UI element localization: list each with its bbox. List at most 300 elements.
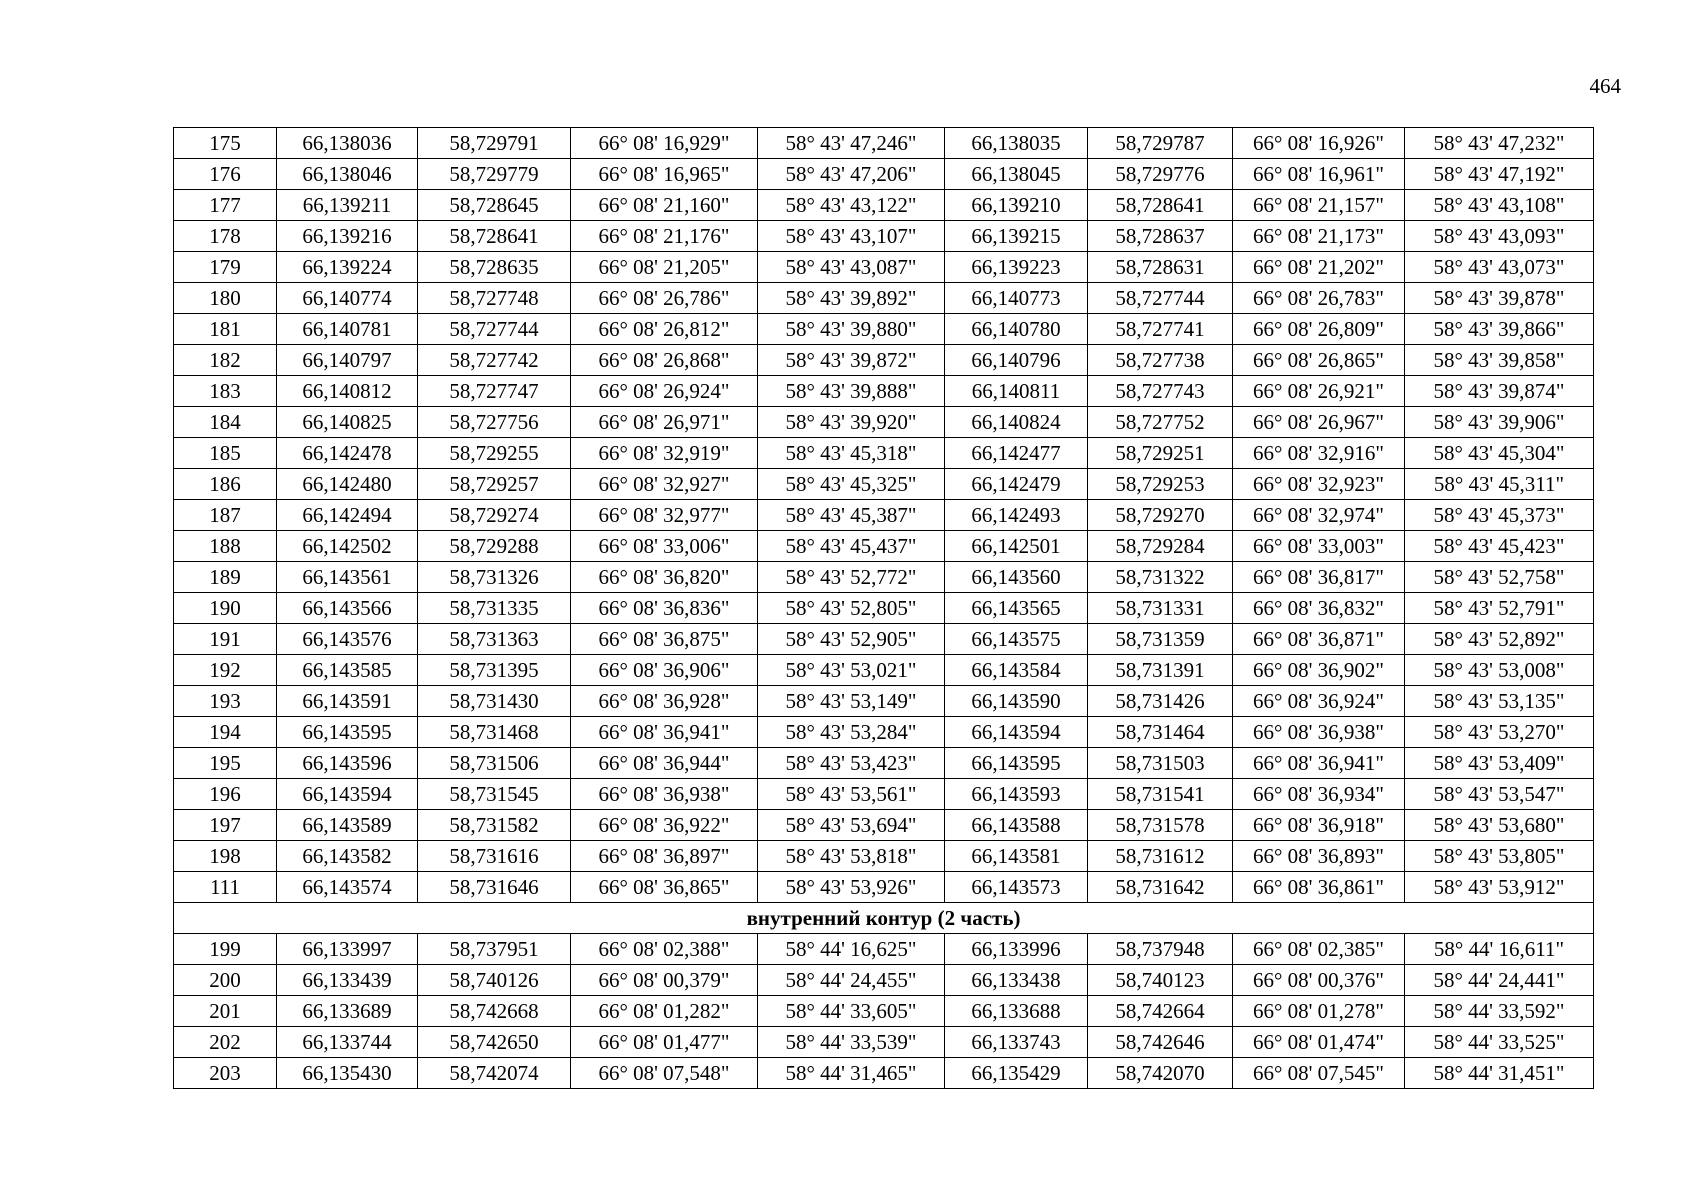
longitude-dms-alt-cell: 58° 43' 39,874" (1405, 376, 1594, 407)
latitude-dms-cell: 66° 08' 32,927" (571, 469, 758, 500)
latitude-decimal-alt-cell: 66,140796 (945, 345, 1088, 376)
longitude-decimal-cell: 58,728641 (418, 221, 571, 252)
latitude-decimal-alt-cell: 66,140811 (945, 376, 1088, 407)
longitude-decimal-cell: 58,742650 (418, 1027, 571, 1058)
longitude-decimal-alt-cell: 58,728631 (1088, 252, 1233, 283)
table-row (174, 314, 1594, 345)
longitude-decimal-cell: 58,740126 (418, 965, 571, 996)
longitude-dms-alt-cell: 58° 43' 53,680" (1405, 810, 1594, 841)
latitude-decimal-alt-cell: 66,142477 (945, 438, 1088, 469)
latitude-decimal-cell: 66,133689 (277, 996, 418, 1027)
longitude-decimal-cell: 58,731363 (418, 624, 571, 655)
latitude-dms-alt-cell: 66° 08' 36,871" (1233, 624, 1405, 655)
longitude-dms-alt-cell: 58° 44' 33,592" (1405, 996, 1594, 1027)
longitude-decimal-cell: 58,731335 (418, 593, 571, 624)
latitude-dms-alt-cell: 66° 08' 01,278" (1233, 996, 1405, 1027)
longitude-decimal-alt-cell: 58,731503 (1088, 748, 1233, 779)
point-number-cell: 191 (174, 624, 277, 655)
longitude-dms-cell: 58° 43' 45,387" (758, 500, 945, 531)
point-number-cell: 188 (174, 531, 277, 562)
latitude-dms-alt-cell: 66° 08' 36,861" (1233, 872, 1405, 903)
longitude-decimal-alt-cell: 58,729776 (1088, 159, 1233, 190)
latitude-dms-cell: 66° 08' 21,160" (571, 190, 758, 221)
longitude-dms-cell: 58° 43' 45,437" (758, 531, 945, 562)
latitude-dms-alt-cell: 66° 08' 26,921" (1233, 376, 1405, 407)
latitude-dms-alt-cell: 66° 08' 36,941" (1233, 748, 1405, 779)
point-number-cell: 202 (174, 1027, 277, 1058)
latitude-dms-alt-cell: 66° 08' 36,934" (1233, 779, 1405, 810)
longitude-decimal-cell: 58,729288 (418, 531, 571, 562)
latitude-decimal-alt-cell: 66,138035 (945, 128, 1088, 159)
table-row (174, 686, 1594, 717)
latitude-decimal-cell: 66,143576 (277, 624, 418, 655)
latitude-decimal-cell: 66,143561 (277, 562, 418, 593)
point-number-cell: 189 (174, 562, 277, 593)
latitude-dms-cell: 66° 08' 01,477" (571, 1027, 758, 1058)
latitude-dms-cell: 66° 08' 36,865" (571, 872, 758, 903)
latitude-dms-alt-cell: 66° 08' 32,923" (1233, 469, 1405, 500)
longitude-decimal-alt-cell: 58,731391 (1088, 655, 1233, 686)
point-number-cell: 186 (174, 469, 277, 500)
latitude-decimal-alt-cell: 66,142479 (945, 469, 1088, 500)
longitude-decimal-alt-cell: 58,737948 (1088, 934, 1233, 965)
longitude-dms-alt-cell: 58° 44' 33,525" (1405, 1027, 1594, 1058)
longitude-decimal-alt-cell: 58,727744 (1088, 283, 1233, 314)
latitude-decimal-alt-cell: 66,133743 (945, 1027, 1088, 1058)
latitude-decimal-alt-cell: 66,135429 (945, 1058, 1088, 1089)
longitude-decimal-alt-cell: 58,731612 (1088, 841, 1233, 872)
table-row (174, 376, 1594, 407)
latitude-dms-alt-cell: 66° 08' 00,376" (1233, 965, 1405, 996)
longitude-dms-cell: 58° 43' 53,694" (758, 810, 945, 841)
longitude-decimal-cell: 58,731646 (418, 872, 571, 903)
latitude-decimal-cell: 66,133744 (277, 1027, 418, 1058)
table-row (174, 252, 1594, 283)
latitude-decimal-cell: 66,142494 (277, 500, 418, 531)
longitude-decimal-alt-cell: 58,727738 (1088, 345, 1233, 376)
latitude-decimal-alt-cell: 66,133688 (945, 996, 1088, 1027)
table-row (174, 407, 1594, 438)
latitude-dms-cell: 66° 08' 01,282" (571, 996, 758, 1027)
latitude-dms-cell: 66° 08' 07,548" (571, 1058, 758, 1089)
longitude-decimal-alt-cell: 58,729270 (1088, 500, 1233, 531)
point-number-cell: 175 (174, 128, 277, 159)
point-number-cell: 194 (174, 717, 277, 748)
longitude-decimal-cell: 58,731545 (418, 779, 571, 810)
latitude-decimal-cell: 66,143574 (277, 872, 418, 903)
longitude-dms-cell: 58° 43' 39,892" (758, 283, 945, 314)
point-number-cell: 176 (174, 159, 277, 190)
longitude-dms-alt-cell: 58° 43' 53,805" (1405, 841, 1594, 872)
longitude-decimal-alt-cell: 58,742664 (1088, 996, 1233, 1027)
latitude-decimal-alt-cell: 66,143594 (945, 717, 1088, 748)
longitude-dms-alt-cell: 58° 43' 53,547" (1405, 779, 1594, 810)
latitude-dms-alt-cell: 66° 08' 36,902" (1233, 655, 1405, 686)
latitude-decimal-cell: 66,143595 (277, 717, 418, 748)
latitude-dms-cell: 66° 08' 26,786" (571, 283, 758, 314)
longitude-dms-cell: 58° 43' 52,805" (758, 593, 945, 624)
longitude-decimal-alt-cell: 58,731541 (1088, 779, 1233, 810)
latitude-dms-alt-cell: 66° 08' 21,202" (1233, 252, 1405, 283)
longitude-decimal-cell: 58,737951 (418, 934, 571, 965)
longitude-dms-alt-cell: 58° 43' 39,878" (1405, 283, 1594, 314)
point-number-cell: 183 (174, 376, 277, 407)
table-row (174, 996, 1594, 1027)
point-number-cell: 192 (174, 655, 277, 686)
point-number-cell: 193 (174, 686, 277, 717)
latitude-dms-cell: 66° 08' 36,928" (571, 686, 758, 717)
latitude-decimal-alt-cell: 66,138045 (945, 159, 1088, 190)
latitude-dms-alt-cell: 66° 08' 16,926" (1233, 128, 1405, 159)
longitude-decimal-alt-cell: 58,729251 (1088, 438, 1233, 469)
longitude-dms-cell: 58° 43' 39,880" (758, 314, 945, 345)
latitude-dms-cell: 66° 08' 16,965" (571, 159, 758, 190)
latitude-decimal-cell: 66,143585 (277, 655, 418, 686)
longitude-decimal-cell: 58,731582 (418, 810, 571, 841)
latitude-dms-cell: 66° 08' 26,868" (571, 345, 758, 376)
table-row (174, 221, 1594, 252)
table-row (174, 500, 1594, 531)
longitude-dms-cell: 58° 44' 31,465" (758, 1058, 945, 1089)
latitude-decimal-alt-cell: 66,133438 (945, 965, 1088, 996)
latitude-decimal-alt-cell: 66,143595 (945, 748, 1088, 779)
latitude-dms-cell: 66° 08' 32,919" (571, 438, 758, 469)
longitude-dms-cell: 58° 43' 53,284" (758, 717, 945, 748)
longitude-decimal-cell: 58,742668 (418, 996, 571, 1027)
longitude-dms-cell: 58° 43' 47,246" (758, 128, 945, 159)
latitude-dms-alt-cell: 66° 08' 32,974" (1233, 500, 1405, 531)
latitude-dms-alt-cell: 66° 08' 02,385" (1233, 934, 1405, 965)
latitude-dms-cell: 66° 08' 36,875" (571, 624, 758, 655)
latitude-decimal-cell: 66,133439 (277, 965, 418, 996)
table-row (174, 1027, 1594, 1058)
latitude-dms-alt-cell: 66° 08' 36,938" (1233, 717, 1405, 748)
longitude-decimal-cell: 58,728645 (418, 190, 571, 221)
longitude-dms-cell: 58° 43' 52,772" (758, 562, 945, 593)
longitude-dms-alt-cell: 58° 43' 52,758" (1405, 562, 1594, 593)
latitude-dms-alt-cell: 66° 08' 21,173" (1233, 221, 1405, 252)
latitude-dms-cell: 66° 08' 36,820" (571, 562, 758, 593)
latitude-decimal-alt-cell: 66,143573 (945, 872, 1088, 903)
latitude-decimal-alt-cell: 66,139215 (945, 221, 1088, 252)
latitude-decimal-cell: 66,142478 (277, 438, 418, 469)
table-row (174, 531, 1594, 562)
latitude-decimal-cell: 66,143596 (277, 748, 418, 779)
latitude-dms-cell: 66° 08' 36,944" (571, 748, 758, 779)
longitude-decimal-alt-cell: 58,731359 (1088, 624, 1233, 655)
latitude-decimal-alt-cell: 66,142501 (945, 531, 1088, 562)
longitude-decimal-alt-cell: 58,731464 (1088, 717, 1233, 748)
latitude-decimal-cell: 66,140797 (277, 345, 418, 376)
longitude-decimal-alt-cell: 58,731426 (1088, 686, 1233, 717)
latitude-decimal-alt-cell: 66,139223 (945, 252, 1088, 283)
latitude-decimal-cell: 66,142502 (277, 531, 418, 562)
latitude-dms-cell: 66° 08' 26,924" (571, 376, 758, 407)
latitude-decimal-alt-cell: 66,143588 (945, 810, 1088, 841)
longitude-decimal-cell: 58,727744 (418, 314, 571, 345)
latitude-decimal-alt-cell: 66,143581 (945, 841, 1088, 872)
point-number-cell: 180 (174, 283, 277, 314)
table-row (174, 748, 1594, 779)
latitude-decimal-alt-cell: 66,139210 (945, 190, 1088, 221)
point-number-cell: 178 (174, 221, 277, 252)
longitude-dms-alt-cell: 58° 43' 47,232" (1405, 128, 1594, 159)
latitude-decimal-alt-cell: 66,140773 (945, 283, 1088, 314)
longitude-decimal-alt-cell: 58,731642 (1088, 872, 1233, 903)
table-row (174, 934, 1594, 965)
longitude-dms-cell: 58° 44' 24,455" (758, 965, 945, 996)
longitude-decimal-alt-cell: 58,727743 (1088, 376, 1233, 407)
point-number-cell: 185 (174, 438, 277, 469)
longitude-dms-alt-cell: 58° 43' 52,791" (1405, 593, 1594, 624)
longitude-decimal-alt-cell: 58,742070 (1088, 1058, 1233, 1089)
point-number-cell: 203 (174, 1058, 277, 1089)
table-row (174, 841, 1594, 872)
latitude-dms-cell: 66° 08' 36,906" (571, 655, 758, 686)
longitude-dms-alt-cell: 58° 43' 52,892" (1405, 624, 1594, 655)
longitude-decimal-alt-cell: 58,740123 (1088, 965, 1233, 996)
latitude-decimal-cell: 66,138036 (277, 128, 418, 159)
latitude-decimal-alt-cell: 66,143575 (945, 624, 1088, 655)
latitude-decimal-cell: 66,143591 (277, 686, 418, 717)
latitude-dms-cell: 66° 08' 36,897" (571, 841, 758, 872)
longitude-dms-cell: 58° 43' 39,872" (758, 345, 945, 376)
table-row (174, 469, 1594, 500)
longitude-decimal-alt-cell: 58,742646 (1088, 1027, 1233, 1058)
latitude-dms-cell: 66° 08' 21,176" (571, 221, 758, 252)
point-number-cell: 181 (174, 314, 277, 345)
latitude-dms-cell: 66° 08' 36,922" (571, 810, 758, 841)
longitude-decimal-cell: 58,731326 (418, 562, 571, 593)
longitude-dms-cell: 58° 43' 43,107" (758, 221, 945, 252)
longitude-dms-cell: 58° 43' 53,818" (758, 841, 945, 872)
latitude-decimal-alt-cell: 66,143584 (945, 655, 1088, 686)
page-number: 464 (1589, 74, 1621, 98)
longitude-dms-alt-cell: 58° 43' 45,311" (1405, 469, 1594, 500)
longitude-dms-cell: 58° 43' 53,021" (758, 655, 945, 686)
longitude-dms-alt-cell: 58° 44' 16,611" (1405, 934, 1594, 965)
point-number-cell: 200 (174, 965, 277, 996)
longitude-decimal-alt-cell: 58,729253 (1088, 469, 1233, 500)
table-row (174, 283, 1594, 314)
latitude-dms-alt-cell: 66° 08' 36,918" (1233, 810, 1405, 841)
longitude-dms-cell: 58° 43' 52,905" (758, 624, 945, 655)
point-number-cell: 187 (174, 500, 277, 531)
point-number-cell: 195 (174, 748, 277, 779)
latitude-dms-alt-cell: 66° 08' 36,817" (1233, 562, 1405, 593)
point-number-cell: 179 (174, 252, 277, 283)
longitude-dms-alt-cell: 58° 43' 45,373" (1405, 500, 1594, 531)
latitude-decimal-cell: 66,143566 (277, 593, 418, 624)
latitude-dms-cell: 66° 08' 36,938" (571, 779, 758, 810)
latitude-decimal-cell: 66,133997 (277, 934, 418, 965)
longitude-decimal-cell: 58,731395 (418, 655, 571, 686)
table-row (174, 810, 1594, 841)
latitude-decimal-cell: 66,143589 (277, 810, 418, 841)
longitude-decimal-cell: 58,731468 (418, 717, 571, 748)
latitude-dms-cell: 66° 08' 21,205" (571, 252, 758, 283)
longitude-decimal-alt-cell: 58,731331 (1088, 593, 1233, 624)
longitude-dms-alt-cell: 58° 43' 45,423" (1405, 531, 1594, 562)
latitude-dms-alt-cell: 66° 08' 36,832" (1233, 593, 1405, 624)
latitude-decimal-alt-cell: 66,143560 (945, 562, 1088, 593)
latitude-decimal-cell: 66,139224 (277, 252, 418, 283)
table-row (174, 345, 1594, 376)
longitude-dms-alt-cell: 58° 44' 31,451" (1405, 1058, 1594, 1089)
longitude-decimal-cell: 58,729274 (418, 500, 571, 531)
longitude-dms-cell: 58° 43' 45,325" (758, 469, 945, 500)
longitude-dms-cell: 58° 43' 39,920" (758, 407, 945, 438)
latitude-dms-alt-cell: 66° 08' 07,545" (1233, 1058, 1405, 1089)
point-number-cell: 198 (174, 841, 277, 872)
point-number-cell: 182 (174, 345, 277, 376)
latitude-dms-alt-cell: 66° 08' 21,157" (1233, 190, 1405, 221)
coordinates-table-body (174, 128, 1594, 1089)
point-number-cell: 196 (174, 779, 277, 810)
latitude-decimal-cell: 66,142480 (277, 469, 418, 500)
latitude-decimal-cell: 66,138046 (277, 159, 418, 190)
longitude-decimal-alt-cell: 58,731578 (1088, 810, 1233, 841)
longitude-dms-cell: 58° 43' 39,888" (758, 376, 945, 407)
latitude-dms-alt-cell: 66° 08' 36,924" (1233, 686, 1405, 717)
table-row (174, 562, 1594, 593)
table-row (174, 624, 1594, 655)
longitude-decimal-cell: 58,729255 (418, 438, 571, 469)
table-row (174, 872, 1594, 903)
longitude-dms-cell: 58° 44' 33,539" (758, 1027, 945, 1058)
latitude-dms-cell: 66° 08' 33,006" (571, 531, 758, 562)
point-number-cell: 177 (174, 190, 277, 221)
latitude-decimal-cell: 66,139216 (277, 221, 418, 252)
longitude-dms-alt-cell: 58° 43' 43,073" (1405, 252, 1594, 283)
latitude-decimal-cell: 66,143582 (277, 841, 418, 872)
latitude-dms-alt-cell: 66° 08' 26,809" (1233, 314, 1405, 345)
latitude-dms-alt-cell: 66° 08' 16,961" (1233, 159, 1405, 190)
longitude-dms-alt-cell: 58° 43' 39,866" (1405, 314, 1594, 345)
longitude-dms-cell: 58° 43' 53,149" (758, 686, 945, 717)
latitude-dms-cell: 66° 08' 26,812" (571, 314, 758, 345)
longitude-dms-alt-cell: 58° 43' 53,008" (1405, 655, 1594, 686)
latitude-dms-cell: 66° 08' 02,388" (571, 934, 758, 965)
table-row (174, 717, 1594, 748)
table-row (174, 655, 1594, 686)
longitude-decimal-cell: 58,729257 (418, 469, 571, 500)
longitude-dms-alt-cell: 58° 43' 53,270" (1405, 717, 1594, 748)
latitude-dms-cell: 66° 08' 26,971" (571, 407, 758, 438)
longitude-decimal-alt-cell: 58,728641 (1088, 190, 1233, 221)
longitude-dms-cell: 58° 43' 43,087" (758, 252, 945, 283)
table-row (174, 159, 1594, 190)
latitude-decimal-alt-cell: 66,140824 (945, 407, 1088, 438)
latitude-dms-alt-cell: 66° 08' 32,916" (1233, 438, 1405, 469)
point-number-cell: 199 (174, 934, 277, 965)
longitude-decimal-alt-cell: 58,727752 (1088, 407, 1233, 438)
latitude-decimal-cell: 66,140825 (277, 407, 418, 438)
longitude-dms-alt-cell: 58° 44' 24,441" (1405, 965, 1594, 996)
longitude-dms-cell: 58° 44' 16,625" (758, 934, 945, 965)
latitude-dms-alt-cell: 66° 08' 26,783" (1233, 283, 1405, 314)
longitude-dms-alt-cell: 58° 43' 47,192" (1405, 159, 1594, 190)
latitude-decimal-cell: 66,135430 (277, 1058, 418, 1089)
longitude-decimal-cell: 58,731430 (418, 686, 571, 717)
latitude-decimal-cell: 66,140812 (277, 376, 418, 407)
latitude-dms-cell: 66° 08' 36,941" (571, 717, 758, 748)
point-number-cell: 201 (174, 996, 277, 1027)
coordinates-table (173, 127, 1594, 1089)
point-number-cell: 197 (174, 810, 277, 841)
latitude-decimal-alt-cell: 66,140780 (945, 314, 1088, 345)
longitude-decimal-cell: 58,727742 (418, 345, 571, 376)
table-row (174, 438, 1594, 469)
longitude-dms-cell: 58° 43' 53,926" (758, 872, 945, 903)
longitude-dms-cell: 58° 43' 43,122" (758, 190, 945, 221)
latitude-decimal-cell: 66,139211 (277, 190, 418, 221)
longitude-decimal-alt-cell: 58,728637 (1088, 221, 1233, 252)
latitude-decimal-cell: 66,143594 (277, 779, 418, 810)
latitude-dms-alt-cell: 66° 08' 36,893" (1233, 841, 1405, 872)
point-number-cell: 111 (174, 872, 277, 903)
latitude-decimal-cell: 66,140774 (277, 283, 418, 314)
latitude-decimal-alt-cell: 66,143593 (945, 779, 1088, 810)
latitude-dms-alt-cell: 66° 08' 26,967" (1233, 407, 1405, 438)
longitude-dms-alt-cell: 58° 43' 39,906" (1405, 407, 1594, 438)
longitude-decimal-cell: 58,727748 (418, 283, 571, 314)
longitude-dms-cell: 58° 43' 53,561" (758, 779, 945, 810)
longitude-dms-cell: 58° 43' 47,206" (758, 159, 945, 190)
longitude-decimal-alt-cell: 58,729787 (1088, 128, 1233, 159)
longitude-decimal-alt-cell: 58,731322 (1088, 562, 1233, 593)
longitude-decimal-cell: 58,728635 (418, 252, 571, 283)
longitude-decimal-cell: 58,729779 (418, 159, 571, 190)
longitude-decimal-cell: 58,731616 (418, 841, 571, 872)
latitude-decimal-alt-cell: 66,143590 (945, 686, 1088, 717)
longitude-decimal-cell: 58,727756 (418, 407, 571, 438)
table-row (174, 593, 1594, 624)
table-row (174, 1058, 1594, 1089)
longitude-dms-alt-cell: 58° 43' 53,409" (1405, 748, 1594, 779)
table-row (174, 190, 1594, 221)
latitude-decimal-alt-cell: 66,142493 (945, 500, 1088, 531)
longitude-decimal-alt-cell: 58,729284 (1088, 531, 1233, 562)
longitude-decimal-cell: 58,727747 (418, 376, 571, 407)
point-number-cell: 184 (174, 407, 277, 438)
latitude-dms-alt-cell: 66° 08' 26,865" (1233, 345, 1405, 376)
longitude-dms-cell: 58° 43' 45,318" (758, 438, 945, 469)
longitude-dms-alt-cell: 58° 43' 45,304" (1405, 438, 1594, 469)
latitude-dms-cell: 66° 08' 16,929" (571, 128, 758, 159)
longitude-dms-alt-cell: 58° 43' 43,093" (1405, 221, 1594, 252)
latitude-dms-alt-cell: 66° 08' 01,474" (1233, 1027, 1405, 1058)
longitude-dms-alt-cell: 58° 43' 39,858" (1405, 345, 1594, 376)
longitude-dms-alt-cell: 58° 43' 43,108" (1405, 190, 1594, 221)
longitude-dms-alt-cell: 58° 43' 53,912" (1405, 872, 1594, 903)
latitude-dms-cell: 66° 08' 32,977" (571, 500, 758, 531)
table-row (174, 779, 1594, 810)
longitude-decimal-alt-cell: 58,727741 (1088, 314, 1233, 345)
point-number-cell: 190 (174, 593, 277, 624)
latitude-decimal-cell: 66,140781 (277, 314, 418, 345)
longitude-decimal-cell: 58,729791 (418, 128, 571, 159)
latitude-dms-cell: 66° 08' 00,379" (571, 965, 758, 996)
longitude-dms-alt-cell: 58° 43' 53,135" (1405, 686, 1594, 717)
longitude-decimal-cell: 58,742074 (418, 1058, 571, 1089)
longitude-decimal-cell: 58,731506 (418, 748, 571, 779)
latitude-dms-alt-cell: 66° 08' 33,003" (1233, 531, 1405, 562)
table-row (174, 965, 1594, 996)
latitude-decimal-alt-cell: 66,133996 (945, 934, 1088, 965)
longitude-dms-cell: 58° 44' 33,605" (758, 996, 945, 1027)
table-row (174, 128, 1594, 159)
